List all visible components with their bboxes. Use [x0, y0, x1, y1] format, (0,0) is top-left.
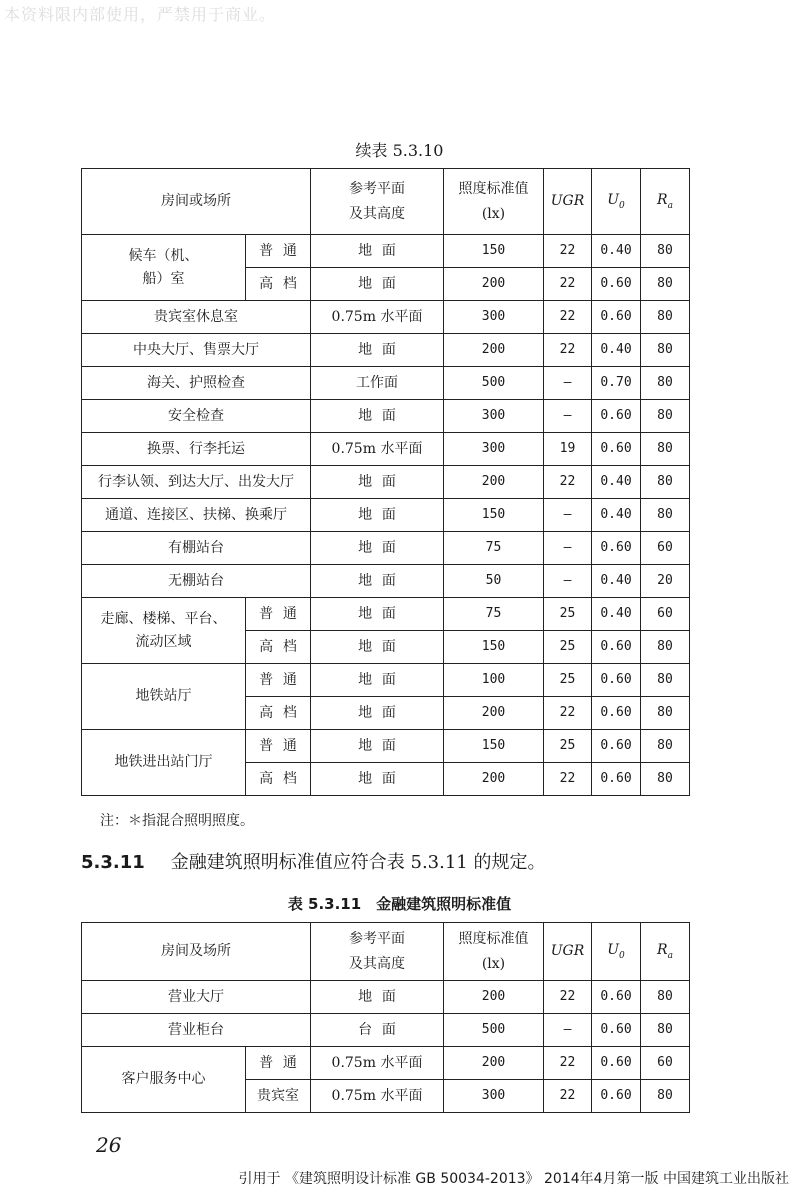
header-lux: 照度标准值 (lx)	[444, 169, 544, 235]
grade-cell: 普通	[246, 598, 311, 631]
lux-cell: 150	[444, 499, 544, 532]
ugr-cell: 22	[544, 268, 592, 301]
ugr-cell: 25	[544, 631, 592, 664]
ra-cell: 60	[641, 598, 690, 631]
lux-cell: 500	[444, 1014, 544, 1047]
room-cell: 无棚站台	[82, 565, 311, 598]
lux-cell: 200	[444, 268, 544, 301]
u0-cell: 0.40	[592, 334, 641, 367]
table-row	[82, 334, 690, 367]
ra-cell: 60	[641, 532, 690, 565]
u0-cell: 0.40	[592, 565, 641, 598]
header-u0: $U_0$	[592, 169, 641, 235]
ra-cell: 80	[641, 664, 690, 697]
header-u0: $U_0$	[592, 923, 641, 981]
grade-cell: 高档	[246, 763, 311, 796]
u0-cell: 0.60	[592, 763, 641, 796]
ra-cell: 80	[641, 499, 690, 532]
ra-cell: 80	[641, 466, 690, 499]
lux-cell: 100	[444, 664, 544, 697]
u0-cell: 0.60	[592, 268, 641, 301]
u0-cell: 0.60	[592, 1014, 641, 1047]
room-cell: 营业大厅	[82, 981, 311, 1014]
ugr-cell: —	[544, 565, 592, 598]
ugr-cell: 25	[544, 598, 592, 631]
grade-cell: 普通	[246, 235, 311, 268]
plane-cell: 地面	[311, 763, 444, 796]
clause-5-3-11	[81, 848, 545, 874]
plane-cell: 0.75m 水平面	[311, 1080, 444, 1113]
u0-cell: 0.40	[592, 598, 641, 631]
plane-cell: 地面	[311, 499, 444, 532]
lux-cell: 300	[444, 400, 544, 433]
plane-cell: 地面	[311, 235, 444, 268]
table-row	[82, 433, 690, 466]
ugr-cell: 22	[544, 334, 592, 367]
table-5-3-10-continued	[81, 168, 690, 796]
table-row	[82, 235, 690, 268]
grade-cell: 高档	[246, 268, 311, 301]
lux-cell: 150	[444, 235, 544, 268]
ugr-cell: —	[544, 532, 592, 565]
ra-cell: 80	[641, 1080, 690, 1113]
header-plane: 参考平面 及其高度	[311, 923, 444, 981]
plane-cell: 地面	[311, 598, 444, 631]
lux-cell: 150	[444, 730, 544, 763]
plane-cell: 地面	[311, 981, 444, 1014]
plane-cell: 地面	[311, 664, 444, 697]
header-ra: $R_a$	[641, 923, 690, 981]
header-plane: 参考平面 及其高度	[311, 169, 444, 235]
grade-cell: 高档	[246, 697, 311, 730]
ugr-cell: 22	[544, 697, 592, 730]
ra-cell: 80	[641, 268, 690, 301]
u0-cell: 0.60	[592, 1080, 641, 1113]
lux-cell: 500	[444, 367, 544, 400]
plane-cell: 地面	[311, 268, 444, 301]
table-row	[82, 664, 690, 697]
grade-cell: 贵宾室	[246, 1080, 311, 1113]
u0-cell: 0.70	[592, 367, 641, 400]
lux-cell: 200	[444, 981, 544, 1014]
ra-cell: 80	[641, 301, 690, 334]
plane-cell: 地面	[311, 532, 444, 565]
watermark-text: 本资料限内部使用，严禁用于商业。	[4, 5, 277, 24]
header-room: 房间或场所	[82, 169, 311, 235]
u0-cell: 0.60	[592, 301, 641, 334]
header-room: 房间及场所	[82, 923, 311, 981]
ra-cell: 20	[641, 565, 690, 598]
ugr-cell: 22	[544, 981, 592, 1014]
lux-cell: 50	[444, 565, 544, 598]
room-cell: 地铁站厅	[82, 664, 246, 730]
ra-cell: 80	[641, 763, 690, 796]
u0-cell: 0.60	[592, 433, 641, 466]
plane-cell: 工作面	[311, 367, 444, 400]
ugr-cell: 22	[544, 763, 592, 796]
ugr-cell: 22	[544, 301, 592, 334]
u0-cell: 0.60	[592, 400, 641, 433]
ra-cell: 80	[641, 631, 690, 664]
lux-cell: 300	[444, 1080, 544, 1113]
grade-cell: 高档	[246, 631, 311, 664]
ugr-cell: 22	[544, 235, 592, 268]
plane-cell: 0.75m 水平面	[311, 1047, 444, 1080]
table-note: 注：＊指混合照明照度。	[100, 813, 254, 829]
lux-cell: 200	[444, 1047, 544, 1080]
page-number: 26	[96, 1133, 122, 1157]
plane-cell: 地面	[311, 466, 444, 499]
plane-cell: 地面	[311, 565, 444, 598]
table-row	[82, 981, 690, 1014]
room-cell: 海关、护照检查	[82, 367, 311, 400]
header-lux: 照度标准值 (lx)	[444, 923, 544, 981]
lux-cell: 200	[444, 334, 544, 367]
grade-cell: 普通	[246, 730, 311, 763]
clause-number: 5.3.11	[81, 852, 145, 873]
ugr-cell: —	[544, 367, 592, 400]
ra-cell: 80	[641, 367, 690, 400]
plane-cell: 地面	[311, 400, 444, 433]
table-row	[82, 598, 690, 631]
plane-cell: 地面	[311, 730, 444, 763]
table-row	[82, 565, 690, 598]
table-row	[82, 730, 690, 763]
header-ugr: UGR	[544, 923, 592, 981]
plane-cell: 地面	[311, 697, 444, 730]
room-cell: 有棚站台	[82, 532, 311, 565]
u0-cell: 0.60	[592, 664, 641, 697]
lux-cell: 75	[444, 532, 544, 565]
ra-cell: 60	[641, 1047, 690, 1080]
u0-cell: 0.60	[592, 697, 641, 730]
table-row	[82, 1047, 690, 1080]
room-cell: 换票、行李托运	[82, 433, 311, 466]
ra-cell: 80	[641, 400, 690, 433]
header-row	[82, 169, 690, 235]
room-cell: 贵宾室休息室	[82, 301, 311, 334]
header-ugr: UGR	[544, 169, 592, 235]
clause-text: 金融建筑照明标准值应符合表 5.3.11 的规定。	[170, 852, 546, 873]
plane-cell: 台面	[311, 1014, 444, 1047]
plane-cell: 0.75m 水平面	[311, 433, 444, 466]
citation-footer: 引用于 《建筑照明设计标准 GB 50034-2013》 2014年4月第一版 中国建筑工业出版社	[238, 1171, 789, 1187]
ra-cell: 80	[641, 334, 690, 367]
u0-cell: 0.40	[592, 466, 641, 499]
plane-cell: 地面	[311, 631, 444, 664]
ra-cell: 80	[641, 1014, 690, 1047]
ugr-cell: —	[544, 499, 592, 532]
u0-cell: 0.60	[592, 981, 641, 1014]
lux-cell: 200	[444, 466, 544, 499]
ugr-cell: 22	[544, 466, 592, 499]
grade-cell: 普通	[246, 664, 311, 697]
table-row	[82, 367, 690, 400]
room-cell: 营业柜台	[82, 1014, 311, 1047]
lux-cell: 75	[444, 598, 544, 631]
room-cell: 走廊、楼梯、平台、 流动区域	[82, 598, 246, 664]
u0-cell: 0.40	[592, 235, 641, 268]
ra-cell: 80	[641, 235, 690, 268]
ra-cell: 80	[641, 697, 690, 730]
lux-cell: 200	[444, 763, 544, 796]
room-cell: 候车（机、 船）室	[82, 235, 246, 301]
ra-cell: 80	[641, 433, 690, 466]
ugr-cell: —	[544, 400, 592, 433]
lux-cell: 150	[444, 631, 544, 664]
table-row	[82, 532, 690, 565]
table-5-3-11	[81, 922, 690, 1113]
header-row	[82, 923, 690, 981]
plane-cell: 0.75m 水平面	[311, 301, 444, 334]
table-row	[82, 1014, 690, 1047]
grade-cell: 普通	[246, 1047, 311, 1080]
room-cell: 行李认领、到达大厅、出发大厅	[82, 466, 311, 499]
ugr-cell: 22	[544, 1080, 592, 1113]
ra-cell: 80	[641, 981, 690, 1014]
table-row	[82, 400, 690, 433]
ugr-cell: 19	[544, 433, 592, 466]
ugr-cell: 25	[544, 664, 592, 697]
header-ra: $R_a$	[641, 169, 690, 235]
table2-caption: 表 5.3.11 金融建筑照明标准值	[287, 895, 512, 913]
room-cell: 地铁进出站门厅	[82, 730, 246, 796]
room-cell: 安全检查	[82, 400, 311, 433]
plane-cell: 地面	[311, 334, 444, 367]
table1-caption: 续表 5.3.10	[355, 141, 444, 160]
lux-cell: 300	[444, 301, 544, 334]
ugr-cell: —	[544, 1014, 592, 1047]
lux-cell: 300	[444, 433, 544, 466]
room-cell: 通道、连接区、扶梯、换乘厅	[82, 499, 311, 532]
u0-cell: 0.60	[592, 532, 641, 565]
u0-cell: 0.60	[592, 730, 641, 763]
u0-cell: 0.60	[592, 631, 641, 664]
u0-cell: 0.60	[592, 1047, 641, 1080]
ugr-cell: 25	[544, 730, 592, 763]
ugr-cell: 22	[544, 1047, 592, 1080]
table-row	[82, 301, 690, 334]
table-row	[82, 466, 690, 499]
lux-cell: 200	[444, 697, 544, 730]
room-cell: 客户服务中心	[82, 1047, 246, 1113]
u0-cell: 0.40	[592, 499, 641, 532]
table-row	[82, 499, 690, 532]
ra-cell: 80	[641, 730, 690, 763]
room-cell: 中央大厅、售票大厅	[82, 334, 311, 367]
